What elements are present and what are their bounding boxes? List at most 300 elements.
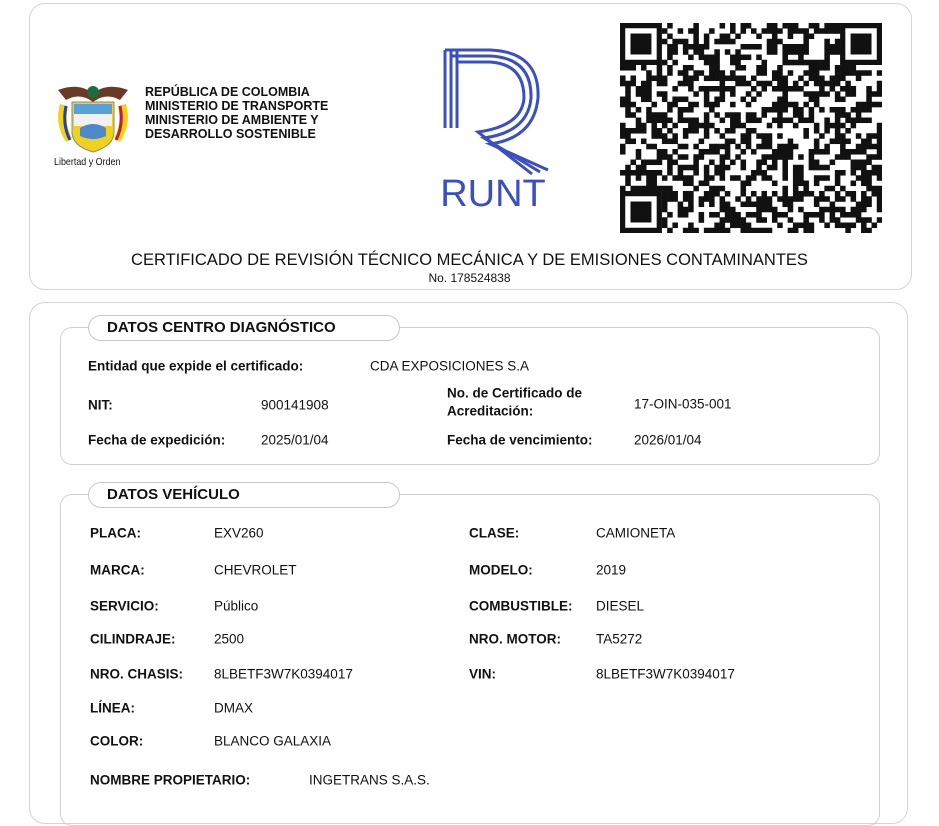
qr-module — [819, 165, 825, 171]
qr-module — [835, 39, 841, 45]
qr-module — [756, 55, 762, 61]
qr-module — [861, 175, 867, 181]
qr-module — [835, 107, 841, 113]
qr-module — [872, 223, 878, 229]
qr-module — [730, 39, 736, 45]
gov-line: DESARROLLO SOSTENIBLE — [145, 127, 316, 141]
qr-module — [761, 86, 767, 92]
qr-module — [835, 191, 841, 197]
qr-module — [667, 70, 673, 76]
qr-module — [872, 144, 878, 150]
qr-module — [704, 149, 710, 155]
qr-module — [777, 86, 783, 92]
qr-module — [720, 207, 726, 213]
qr-module — [646, 181, 652, 187]
qr-module — [824, 23, 830, 29]
qr-module — [782, 160, 788, 166]
qr-module — [699, 86, 705, 92]
qr-module — [725, 76, 731, 82]
qr-module — [767, 123, 773, 129]
qr-module — [814, 202, 820, 208]
qr-module — [662, 186, 668, 192]
qr-module — [625, 97, 631, 103]
qr-module — [625, 165, 631, 171]
qr-module — [709, 70, 715, 76]
qr-module — [824, 118, 830, 124]
qr-module — [840, 70, 846, 76]
qr-module — [830, 207, 836, 213]
certificate-title: CERTIFICADO DE REVISIÓN TÉCNICO MECÁNICA Y DE EMISIONES CONTAMINANTES — [131, 251, 808, 269]
qr-module — [777, 149, 783, 155]
qr-module — [777, 154, 783, 160]
qr-module — [730, 207, 736, 213]
qr-module — [620, 133, 626, 139]
qr-module — [814, 102, 820, 108]
qr-module — [809, 160, 815, 166]
vehicle-field-value: CHEVROLET — [214, 562, 297, 578]
qr-module — [830, 23, 836, 29]
qr-module — [861, 70, 867, 76]
qr-module — [756, 196, 762, 202]
qr-module — [845, 70, 851, 76]
qr-module — [845, 228, 851, 233]
qr-module — [835, 76, 841, 82]
qr-module — [751, 97, 757, 103]
qr-module — [641, 139, 647, 145]
qr-module — [824, 39, 830, 45]
qr-module — [840, 212, 846, 218]
qr-module — [767, 44, 773, 50]
qr-module — [856, 217, 862, 223]
qr-module — [756, 133, 762, 139]
qr-module — [777, 102, 783, 108]
qr-module — [767, 139, 773, 145]
qr-module — [735, 81, 741, 87]
qr-module — [751, 175, 757, 181]
qr-module — [699, 149, 705, 155]
qr-module — [657, 128, 663, 134]
qr-module — [866, 160, 872, 166]
qr-module — [735, 175, 741, 181]
vehicle-field-label: MARCA: — [90, 562, 145, 578]
qr-module — [835, 70, 841, 76]
qr-module — [720, 170, 726, 176]
qr-module — [672, 196, 678, 202]
qr-module — [735, 55, 741, 61]
qr-module — [772, 70, 778, 76]
gov-line: REPÚBLICA DE COLOMBIA — [145, 85, 310, 99]
qr-module — [657, 149, 663, 155]
qr-module — [767, 133, 773, 139]
qr-module — [709, 65, 715, 71]
qr-module — [720, 160, 726, 166]
qr-module — [761, 207, 767, 213]
qr-module — [683, 228, 689, 233]
qr-module — [620, 81, 626, 87]
qr-module — [693, 160, 699, 166]
qr-module — [861, 181, 867, 187]
qr-module — [761, 160, 767, 166]
qr-module — [725, 139, 731, 145]
qr-module — [814, 76, 820, 82]
qr-module — [793, 228, 799, 233]
qr-module — [672, 139, 678, 145]
qr-module — [730, 70, 736, 76]
qr-module — [693, 102, 699, 108]
qr-module — [730, 76, 736, 82]
qr-module — [772, 107, 778, 113]
qr-module — [625, 170, 631, 176]
qr-module — [667, 154, 673, 160]
qr-module — [772, 212, 778, 218]
qr-module — [877, 133, 882, 139]
qr-module — [798, 191, 804, 197]
qr-module — [720, 202, 726, 208]
qr-module — [709, 28, 715, 34]
qr-module — [720, 154, 726, 160]
qr-module — [657, 81, 663, 87]
qr-module — [678, 154, 684, 160]
qr-module — [877, 196, 882, 202]
qr-module — [688, 76, 694, 82]
qr-module — [667, 186, 673, 192]
qr-module — [830, 81, 836, 87]
qr-module — [688, 44, 694, 50]
certificate-number: No. 178524838 — [428, 271, 511, 285]
qr-module — [861, 102, 867, 108]
qr-module — [657, 186, 663, 192]
qr-module — [793, 196, 799, 202]
qr-module — [688, 191, 694, 197]
qr-module — [798, 170, 804, 176]
vehicle-field-value: TA5272 — [596, 631, 643, 647]
qr-module — [683, 49, 689, 55]
qr-module — [651, 160, 657, 166]
qr-module — [788, 207, 794, 213]
qr-module — [746, 118, 752, 124]
qr-module — [851, 65, 857, 71]
qr-module — [809, 228, 815, 233]
vencimiento-value: 2026/01/04 — [634, 432, 702, 448]
qr-module — [861, 144, 867, 150]
qr-module — [683, 207, 689, 213]
qr-module — [741, 165, 747, 171]
qr-module — [830, 86, 836, 92]
vencimiento-label: Fecha de vencimiento: — [447, 432, 593, 448]
qr-module — [793, 181, 799, 187]
qr-module — [735, 65, 741, 71]
qr-module — [662, 207, 668, 213]
qr-module — [730, 23, 736, 29]
qr-module — [646, 76, 652, 82]
qr-module — [662, 76, 668, 82]
qr-module — [714, 165, 720, 171]
qr-module — [830, 202, 836, 208]
qr-module — [709, 175, 715, 181]
qr-module — [720, 133, 726, 139]
qr-module — [777, 107, 783, 113]
qr-module — [819, 81, 825, 87]
qr-module — [725, 212, 731, 218]
qr-module — [845, 128, 851, 134]
qr-module — [688, 165, 694, 171]
qr-module — [788, 149, 794, 155]
qr-module — [782, 196, 788, 202]
qr-module — [730, 223, 736, 229]
qr-module — [693, 128, 699, 134]
qr-module — [651, 118, 657, 124]
qr-module — [683, 196, 689, 202]
qr-module — [625, 102, 631, 108]
qr-module — [683, 128, 689, 134]
qr-module — [856, 160, 862, 166]
qr-module — [756, 170, 762, 176]
qr-module — [851, 223, 857, 229]
qr-module — [851, 91, 857, 97]
qr-module — [767, 39, 773, 45]
qr-module — [782, 144, 788, 150]
qr-module — [824, 44, 830, 50]
qr-module — [767, 49, 773, 55]
qr-module — [730, 123, 736, 129]
qr-module — [877, 102, 882, 108]
qr-module — [630, 128, 636, 134]
qr-module — [746, 139, 752, 145]
qr-module — [651, 175, 657, 181]
qr-module — [641, 81, 647, 87]
qr-module — [803, 91, 809, 97]
qr-module — [625, 65, 631, 71]
qr-module — [767, 196, 773, 202]
qr-module — [793, 112, 799, 118]
qr-module — [814, 212, 820, 218]
qr-module — [730, 139, 736, 145]
qr-module — [693, 154, 699, 160]
qr-module — [798, 223, 804, 229]
qr-module — [662, 202, 668, 208]
qr-module — [861, 149, 867, 155]
qr-module — [877, 154, 882, 160]
qr-module — [741, 202, 747, 208]
qr-module — [746, 223, 752, 229]
qr-module — [735, 76, 741, 82]
qr-module — [803, 39, 809, 45]
qr-module — [636, 118, 642, 124]
qr-module — [636, 128, 642, 134]
qr-module — [651, 76, 657, 82]
qr-module — [856, 165, 862, 171]
qr-finder-center — [630, 34, 651, 55]
qr-module — [866, 97, 872, 103]
qr-module — [819, 86, 825, 92]
qr-module — [730, 217, 736, 223]
qr-module — [830, 123, 836, 129]
qr-module — [678, 118, 684, 124]
qr-module — [803, 81, 809, 87]
qr-module — [845, 212, 851, 218]
qr-module — [866, 107, 872, 113]
qr-module — [772, 191, 778, 197]
qr-module — [651, 128, 657, 134]
qr-module — [866, 133, 872, 139]
qr-module — [709, 196, 715, 202]
qr-module — [709, 228, 715, 233]
qr-module — [751, 86, 757, 92]
qr-module — [835, 207, 841, 213]
qr-module — [824, 81, 830, 87]
qr-module — [683, 70, 689, 76]
qr-module — [746, 181, 752, 187]
qr-module — [777, 76, 783, 82]
qr-module — [835, 181, 841, 187]
qr-module — [714, 86, 720, 92]
qr-module — [793, 170, 799, 176]
qr-module — [814, 23, 820, 29]
qr-module — [720, 228, 726, 233]
qr-module — [877, 202, 882, 208]
qr-module — [803, 128, 809, 134]
qr-module — [741, 123, 747, 129]
qr-module — [830, 160, 836, 166]
qr-module — [699, 154, 705, 160]
qr-module — [667, 165, 673, 171]
qr-module — [620, 123, 626, 129]
qr-module — [709, 107, 715, 113]
qr-module — [704, 228, 710, 233]
qr-module — [741, 65, 747, 71]
qr-module — [693, 44, 699, 50]
qr-module — [662, 196, 668, 202]
propietario-label: NOMBRE PROPIETARIO: — [90, 772, 251, 788]
qr-module — [704, 91, 710, 97]
qr-module — [646, 97, 652, 103]
qr-module — [803, 60, 809, 66]
qr-module — [688, 65, 694, 71]
qr-module — [793, 44, 799, 50]
qr-module — [803, 228, 809, 233]
qr-module — [814, 91, 820, 97]
qr-module — [856, 207, 862, 213]
qr-module — [824, 175, 830, 181]
qr-module — [688, 207, 694, 213]
qr-module — [861, 191, 867, 197]
qr-module — [777, 123, 783, 129]
qr-module — [667, 65, 673, 71]
qr-module — [856, 212, 862, 218]
qr-module — [741, 76, 747, 82]
qr-module — [835, 118, 841, 124]
qr-module — [835, 97, 841, 103]
qr-module — [756, 144, 762, 150]
qr-module — [662, 112, 668, 118]
qr-module — [683, 118, 689, 124]
qr-module — [861, 228, 867, 233]
qr-module — [720, 34, 726, 40]
section-title-centro: DATOS CENTRO DIAGNÓSTICO — [88, 315, 400, 341]
qr-module — [777, 28, 783, 34]
qr-module — [761, 196, 767, 202]
qr-module — [641, 86, 647, 92]
qr-module — [798, 49, 804, 55]
qr-module — [772, 44, 778, 50]
qr-module — [714, 144, 720, 150]
qr-module — [662, 97, 668, 103]
qr-module — [877, 170, 882, 176]
qr-module — [720, 196, 726, 202]
qr-module — [798, 112, 804, 118]
qr-module — [809, 97, 815, 103]
qr-module — [856, 112, 862, 118]
qr-module — [824, 207, 830, 213]
qr-module — [746, 202, 752, 208]
qr-module — [814, 144, 820, 150]
qr-module — [630, 186, 636, 192]
qr-module — [641, 170, 647, 176]
qr-module — [840, 154, 846, 160]
qr-module — [788, 118, 794, 124]
entidad-label: Entidad que expide el certificado: — [88, 358, 304, 374]
qr-module — [767, 144, 773, 150]
qr-module — [772, 217, 778, 223]
qr-module — [856, 76, 862, 82]
qr-module — [714, 49, 720, 55]
vehicle-field-value: DIESEL — [596, 598, 645, 614]
qr-module — [814, 60, 820, 66]
qr-module — [803, 181, 809, 187]
qr-module — [704, 44, 710, 50]
qr-module — [693, 228, 699, 233]
vehicle-field-value: Público — [214, 598, 259, 614]
qr-module — [798, 175, 804, 181]
qr-module — [683, 144, 689, 150]
qr-module — [772, 49, 778, 55]
qr-module — [751, 76, 757, 82]
qr-module — [772, 23, 778, 29]
qr-module — [803, 49, 809, 55]
qr-module — [845, 118, 851, 124]
qr-module — [866, 91, 872, 97]
qr-module — [809, 34, 815, 40]
qr-module — [725, 39, 731, 45]
qr-module — [866, 202, 872, 208]
qr-module — [678, 212, 684, 218]
qr-module — [662, 149, 668, 155]
qr-module — [835, 28, 841, 34]
qr-module — [830, 139, 836, 145]
acreditacion-value: 17-OIN-035-001 — [634, 396, 732, 412]
qr-module — [667, 128, 673, 134]
qr-module — [646, 70, 652, 76]
vehicle-field-label: SERVICIO: — [90, 598, 159, 614]
qr-module — [704, 175, 710, 181]
qr-module — [835, 154, 841, 160]
qr-module — [678, 81, 684, 87]
qr-module — [866, 154, 872, 160]
qr-module — [646, 112, 652, 118]
vehicle-field-value: 8LBETF3W7K0394017 — [596, 666, 735, 682]
qr-module — [714, 102, 720, 108]
qr-module — [819, 175, 825, 181]
qr-module — [709, 144, 715, 150]
qr-module — [840, 76, 846, 82]
qr-module — [693, 144, 699, 150]
qr-module — [725, 165, 731, 171]
qr-module — [861, 207, 867, 213]
qr-module — [688, 228, 694, 233]
qr-module — [803, 70, 809, 76]
qr-module — [866, 144, 872, 150]
qr-module — [630, 170, 636, 176]
